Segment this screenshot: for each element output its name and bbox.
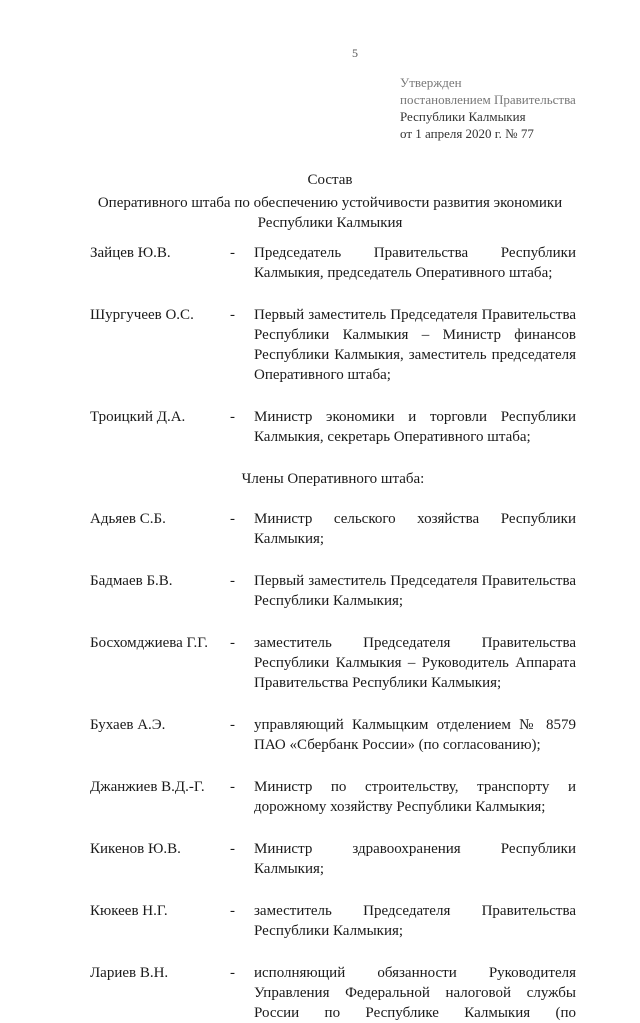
member-name: Лариев В.Н. <box>90 965 169 981</box>
member-role: Министр по строительству, транспорту и дорожному хозяйству Республики Калмыкия; <box>254 779 576 815</box>
approval-stamp <box>400 74 576 142</box>
staff-roster <box>90 243 576 1023</box>
member-role: Председатель Правительства Республики Калмыкия, председатель Оперативного штаба; <box>254 245 576 281</box>
separator-dash: - <box>230 511 235 527</box>
roster-row <box>90 509 576 549</box>
roster-row <box>90 407 576 447</box>
title-line-republic: Республики Калмыкия <box>257 215 403 231</box>
separator-dash: - <box>230 841 235 857</box>
member-name: Троицкий Д.А. <box>90 409 186 425</box>
roster-row <box>90 715 576 755</box>
separator-dash: - <box>230 245 235 261</box>
member-role: заместитель Председателя Правительства Республики Калмыкия; <box>254 903 576 939</box>
member-name: Бадмаев Б.В. <box>90 573 173 589</box>
member-role: исполняющий обязанности Руководителя Управления Федеральной налоговой службы России по Республике Калмыкия (по <box>254 965 576 1021</box>
approval-line-approved: Утвержден <box>400 75 462 90</box>
separator-dash: - <box>230 307 235 323</box>
member-role: Министр экономики и торговли Республики Калмыкия, секретарь Оперативного штаба; <box>254 409 576 445</box>
roster-row <box>90 777 576 817</box>
roster-row <box>90 243 576 283</box>
separator-dash: - <box>230 409 235 425</box>
member-name: Адьяев С.Б. <box>90 511 166 527</box>
member-name: Бухаев А.Э. <box>90 717 166 733</box>
page-number: 5 <box>352 46 358 60</box>
title-line-staff: Оперативного штаба по обеспечению устойчивости развития экономики <box>97 195 563 211</box>
roster-row <box>90 901 576 941</box>
member-name: Зайцев Ю.В. <box>90 245 171 261</box>
separator-dash: - <box>230 717 235 733</box>
roster-row <box>90 305 576 385</box>
member-name: Босхомджиева Г.Г. <box>90 635 209 651</box>
roster-row <box>90 571 576 611</box>
roster-row <box>90 963 576 1023</box>
roster-row <box>90 839 576 879</box>
member-role: Министр здравоохранения Республики Калмыкия; <box>254 841 576 877</box>
member-role: Первый заместитель Председателя Правительства Республики Калмыкия; <box>254 573 576 609</box>
approval-line-republic: Республики Калмыкия <box>400 109 526 124</box>
member-name: Кюкеев Н.Г. <box>90 903 168 919</box>
title-heading: Состав <box>307 172 353 188</box>
roster-row <box>90 633 576 693</box>
member-role: управляющий Калмыцким отделением № 8579 ПАО «Сбербанк России» (по согласованию); <box>254 717 576 753</box>
member-name: Кикенов Ю.В. <box>90 841 181 857</box>
approval-line-date: от 1 апреля 2020 г. № 77 <box>400 126 534 141</box>
member-role: заместитель Председателя Правительства Республики Калмыкия – Руководитель Аппарата Правительства Республики Калмыкия; <box>254 635 576 691</box>
member-role: Первый заместитель Председателя Правительства Республики Калмыкия – Министр финансов Республики Калмыкия, заместитель председателя Оперативного штаба; <box>254 307 576 383</box>
member-name: Джанжиев В.Д.-Г. <box>90 779 205 795</box>
approval-line-resolution: постановлением Правительства <box>400 92 576 107</box>
members-heading: Члены Оперативного штаба: <box>241 471 425 487</box>
separator-dash: - <box>230 965 235 981</box>
separator-dash: - <box>230 779 235 795</box>
document-title <box>90 170 570 233</box>
separator-dash: - <box>230 635 235 651</box>
member-role: Министр сельского хозяйства Республики Калмыкия; <box>254 511 576 547</box>
separator-dash: - <box>230 573 235 589</box>
member-name: Шургучеев О.С. <box>90 307 194 323</box>
separator-dash: - <box>230 903 235 919</box>
